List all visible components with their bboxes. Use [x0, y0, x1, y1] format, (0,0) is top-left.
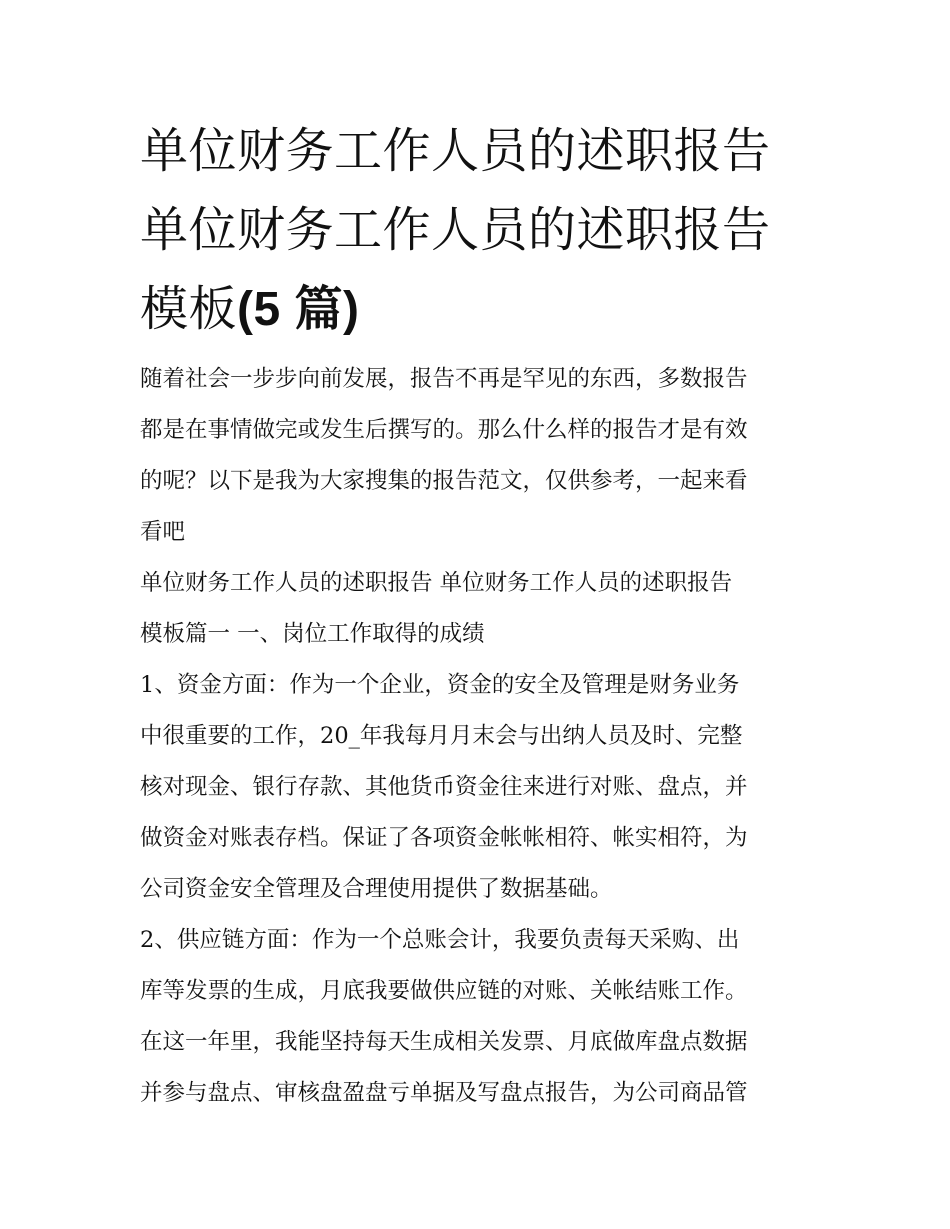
document-body [140, 354, 820, 1119]
paragraph-section-heading [140, 558, 820, 660]
text-line: 并参与盘点、审核盘盈盘亏单据及写盘点报告，为公司商品管 [140, 1080, 748, 1106]
text-line: 都是在事情做完或发生后撰写的。那么什么样的报告才是有效 [140, 417, 748, 443]
text-line: 1、资金方面：作为一个企业，资金的安全及管理是财务业务 [140, 672, 740, 698]
text-line: 公司资金安全管理及合理使用提供了数据基础。 [140, 876, 613, 902]
text-line: 模板篇一 一、岗位工作取得的成绩 [140, 621, 485, 647]
text-line: 做资金对账表存档。保证了各项资金帐帐相符、帐实相符，为 [140, 825, 748, 851]
text-line: 2、供应链方面：作为一个总账会计，我要负责每天采购、出 [140, 927, 740, 953]
text-line: 核对现金、银行存款、其他货币资金往来进行对账、盘点，并 [140, 774, 748, 800]
text-line: 中很重要的工作，20_年我每月月末会与出纳人员及时、完整 [140, 723, 743, 749]
document-title [140, 112, 830, 349]
paragraph-intro [140, 354, 820, 558]
text-line: 随着社会一步步向前发展，报告不再是罕见的东西，多数报告 [140, 366, 748, 392]
text-line: 看吧 [140, 519, 186, 545]
title-line-3 [140, 270, 830, 349]
paragraph-funds [140, 660, 820, 915]
title-line-2: 单位财务工作人员的述职报告 [140, 202, 771, 258]
text-line: 单位财务工作人员的述职报告 单位财务工作人员的述职报告 [140, 570, 733, 596]
text-line: 的呢？以下是我为大家搜集的报告范文，仅供参考，一起来看 [140, 468, 748, 494]
title-line-1: 单位财务工作人员的述职报告 [140, 123, 771, 179]
title-count: (5 篇) [237, 283, 360, 336]
paragraph-supply-chain [140, 915, 820, 1119]
text-line: 在这一年里，我能坚持每天生成相关发票、月底做库盘点数据 [140, 1029, 748, 1055]
title-line-3-text: 模板 [140, 281, 238, 337]
text-line: 库等发票的生成，月底我要做供应链的对账、关帐结账工作。 [140, 978, 748, 1004]
